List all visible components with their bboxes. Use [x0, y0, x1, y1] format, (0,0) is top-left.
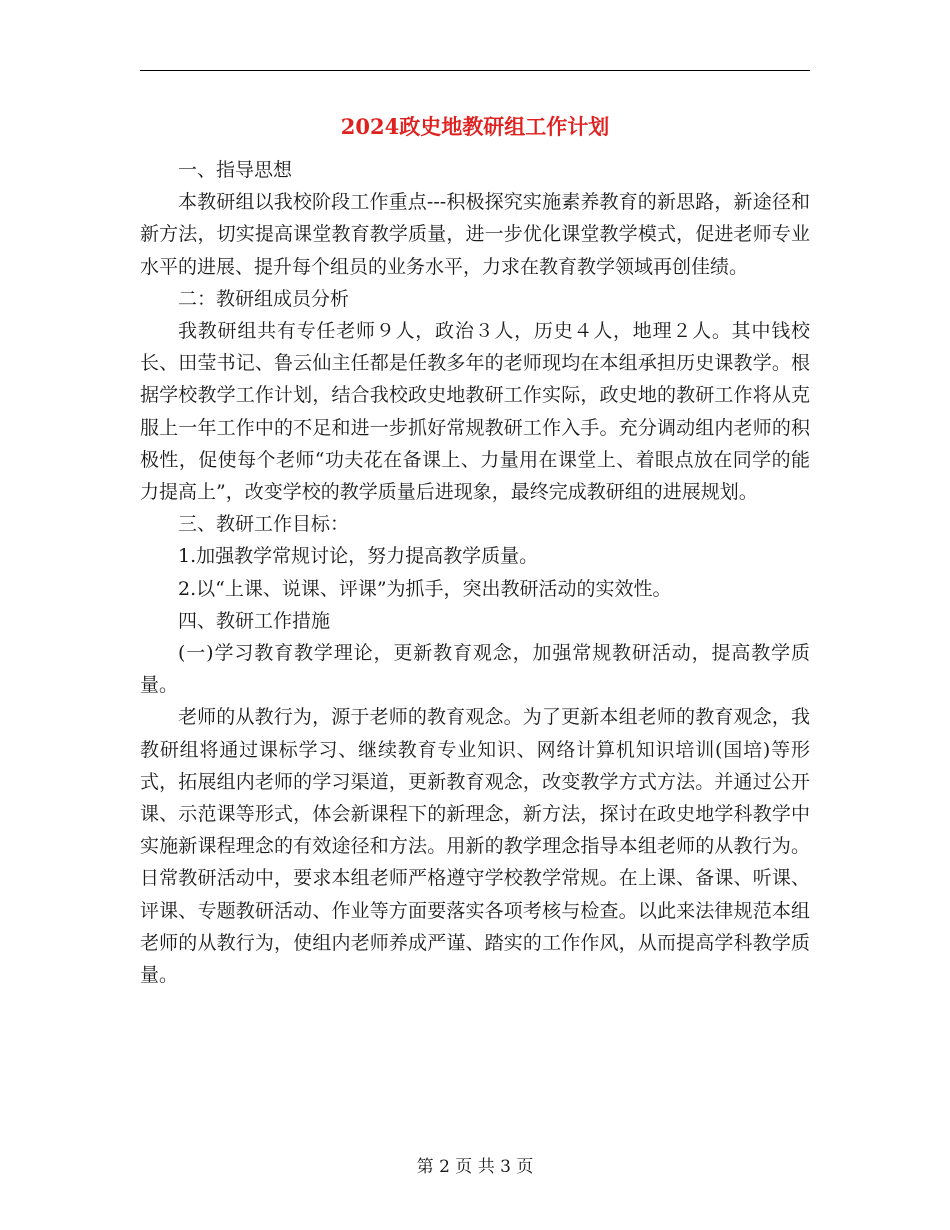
section-heading-guiding-ideology: 一、指导思想: [178, 159, 293, 181]
header-rule: [140, 70, 810, 71]
paragraph-member-analysis: 我教研组共有专任老师９人，政治３人，历史４人，地理２人。其中钱校长、田莹书记、鲁云仙主任都是任教多年的老师现均在本组承担历史课教学。根据学校教学工作计划，结合我校政史地教研工作实际，政史地的教研工作将从克服上一年工作中的不足和进一步抓好常规教研工作入手。充分调动组内老师的积极性，促使每个老师“功夫花在备课上、力量用在课堂上、着眼点放在同学的能力提高上”，改变学校的教学质量后进现象，最终完成教研组的进展规划。: [140, 320, 810, 504]
goal-item-2: 2.以“上课、说课、评课”为抓手，突出教研活动的实效性。: [178, 577, 672, 600]
goal-item-1: 1.加强教学常规讨论，努力提高教学质量。: [178, 545, 539, 568]
document-title: 2024政史地教研组工作计划: [340, 114, 610, 139]
section-heading-work-measures: 四、教研工作措施: [178, 609, 331, 632]
paragraph-teaching-behavior: 老师的从教行为，源于老师的教育观念。为了更新本组老师的教育观念，我教研组将通过课标学习、继续教育专业知识、网络计算机知识培训(国培)等形式，拓展组内老师的学习渠道，更新教育观念，改变教学方式方法。并通过公开课、示范课等形式，体会新课程下的新理念，新方法，探讨在政史地学科教学中实施新课程理念的有效途径和方法。用新的教学理念指导本组老师的从教行为。日常教研活动中，要求本组老师严格遵守学校教学常规。在上课、备课、听课、评课、专题教研活动、作业等方面要落实各项考核与检查。以此来法律规范本组老师的从教行为，使组内老师养成严谨、踏实的工作作风，从而提高学科教学质量。: [140, 706, 810, 987]
paragraph-guiding-ideology: 本教研组以我校阶段工作重点---积极探究实施素养教育的新思路，新途径和新方法，切实提高课堂教育教学质量，进一步优化课堂教学模式，促进老师专业水平的进展、提升每个组员的业务水平，力求在教育教学领域再创佳绩。: [140, 191, 810, 278]
section-heading-member-analysis: 二：教研组成员分析: [178, 287, 350, 310]
document-body: [140, 154, 810, 991]
measure-subheading-1: (一)学习教育教学理论，更新教育观念，加强常规教研活动，提高教学质量。: [140, 642, 810, 697]
section-heading-work-goals: 三、教研工作目标：: [178, 513, 350, 536]
page-number: 第 2 页 共 3 页: [416, 1157, 534, 1177]
